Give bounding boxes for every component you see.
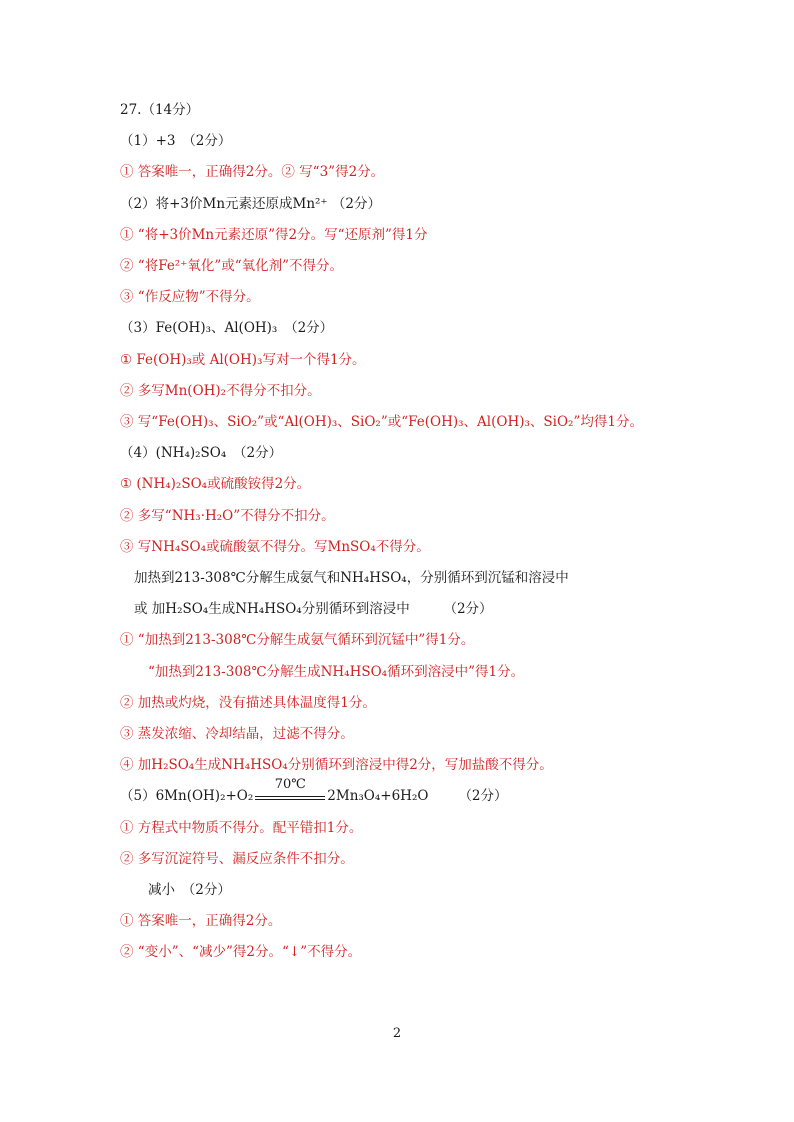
answer-line: 或 加H₂SO₄生成NH₄HSO₄分别循环到溶浸中 （2分） bbox=[134, 601, 493, 618]
answer-line: ① Fe(OH)₃或 Al(OH)₃写对一个得1分。 bbox=[120, 351, 366, 368]
answer-line: ② “变小”、“减少”得2分。“↓”不得分。 bbox=[120, 944, 362, 961]
answer-line: ③ 写NH₄SO₄或硫酸氨不得分。写MnSO₄不得分。 bbox=[120, 538, 430, 555]
answer-line: （1）+3 （2分） bbox=[120, 133, 232, 150]
answer-line: 加热到213-308℃分解生成氨气和NH₄HSO₄，分别循环到沉锰和溶浸中 bbox=[134, 570, 569, 586]
answer-line: ③ 写“Fe(OH)₃、SiO₂”或“Al(OH)₃、SiO₂”或“Fe(OH)₃、Al(OH)₃、SiO₂”均得1分。 bbox=[120, 414, 643, 430]
page-number: 2 bbox=[392, 1026, 402, 1041]
answer-line: （3）Fe(OH)₃、Al(OH)₃ （2分） bbox=[120, 320, 334, 337]
answer-line: ② 多写“NH₃·H₂O”不得分不扣分。 bbox=[120, 507, 335, 524]
answer-line: ① 方程式中物质不得分。配平错扣1分。 bbox=[120, 819, 363, 836]
answer-line: ② “将Fe²⁺氧化”或“氧化剂”不得分。 bbox=[120, 258, 344, 274]
answer-line: （2）将+3价Mn元素还原成Mn²⁺ （2分） bbox=[120, 195, 381, 212]
answer-line: ④ 加H₂SO₄生成NH₄HSO₄分别循环到溶浸中得2分，写加盐酸不得分。 bbox=[120, 757, 553, 774]
answer-line: 27.（14分） bbox=[120, 102, 200, 118]
answer-line: “加热到213-308℃分解生成NH₄HSO₄循环到溶浸中”得1分。 bbox=[148, 663, 525, 680]
answer-line: ② 加热或灼烧，没有描述具体温度得1分。 bbox=[120, 694, 376, 711]
answer-line: ③ “作反应物”不得分。 bbox=[120, 289, 260, 306]
equation-condition: 70℃ bbox=[274, 776, 306, 792]
answer-line: ① 答案唯一，正确得2分。② 写“3”得2分。 bbox=[120, 164, 385, 181]
answer-line: ① 答案唯一，正确得2分。 bbox=[120, 913, 282, 930]
equation-right: 2Mn₃O₄+6H₂O bbox=[327, 788, 429, 805]
equation-score: （2分） bbox=[458, 788, 508, 805]
answer-line: 减小 （2分） bbox=[148, 882, 231, 898]
answer-line: ① “将+3价Mn元素还原”得2分。写“还原剂”得1分 bbox=[120, 226, 428, 243]
answer-line: ③ 蒸发浓缩、冷却结晶，过滤不得分。 bbox=[120, 726, 354, 742]
answer-line: ② 多写Mn(OH)₂不得分不扣分。 bbox=[120, 382, 321, 399]
equation-line bbox=[120, 776, 508, 805]
equation-left: （5）6Mn(OH)₂+O₂ bbox=[120, 788, 254, 805]
answer-line: ① “加热到213-308℃分解生成氨气循环到沉锰中”得1分。 bbox=[120, 632, 475, 649]
answer-line: ② 多写沉淀符号、漏反应条件不扣分。 bbox=[120, 850, 354, 867]
answer-line: ① (NH₄)₂SO₄或硫酸铵得2分。 bbox=[120, 476, 311, 493]
answer-line: （4）(NH₄)₂SO₄ （2分） bbox=[120, 445, 283, 462]
equation-condition-arrow bbox=[255, 776, 325, 804]
